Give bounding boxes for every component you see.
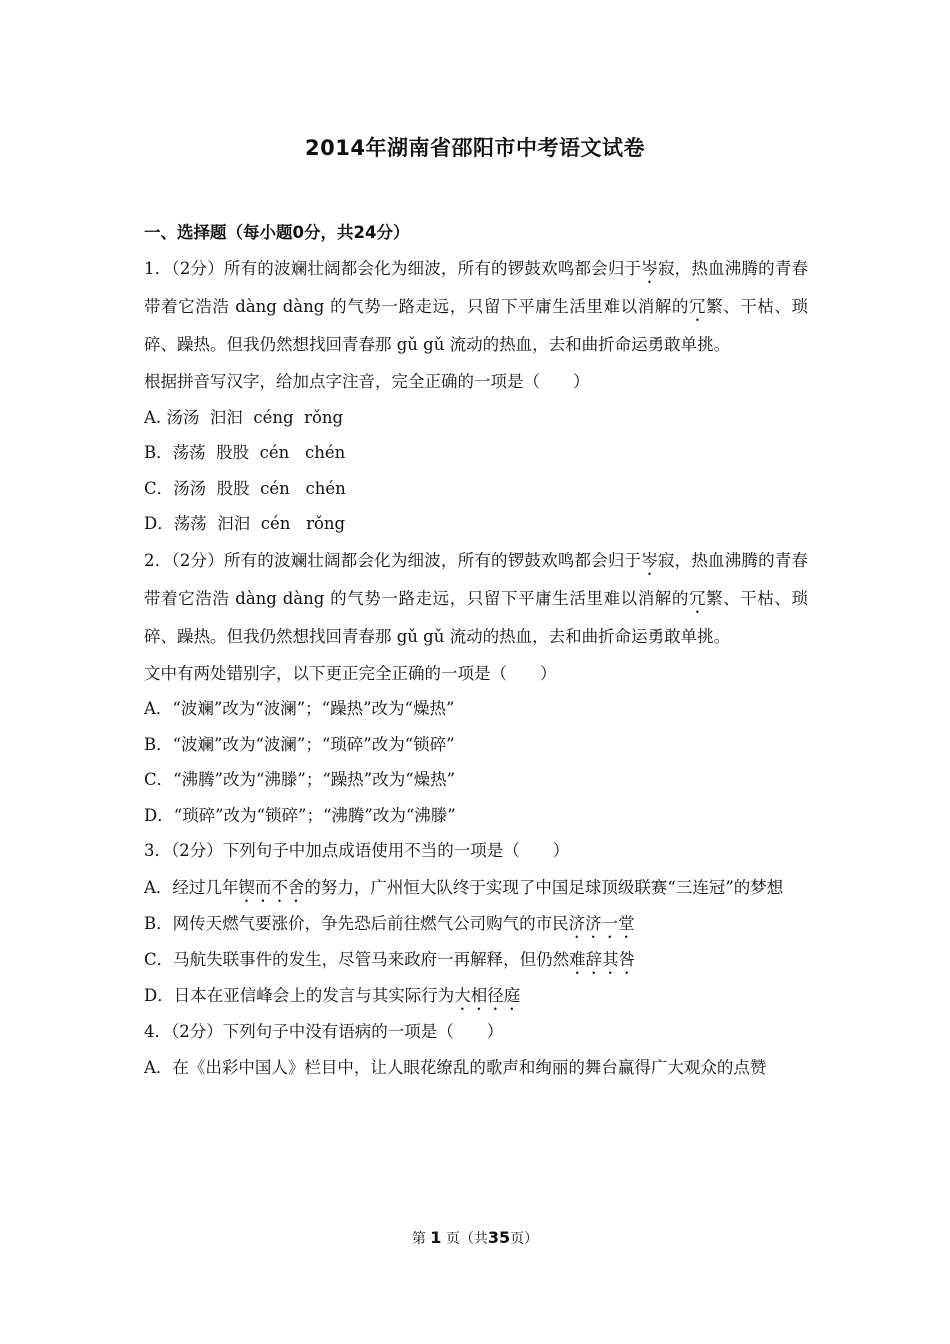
question-1-option-b: B．荡荡 股股 cén chén: [144, 443, 346, 462]
dotted-char: 冗: [688, 588, 707, 608]
question-2-option-b: B．“波斓”改为“波澜”；“琐碎”改为“锁碎”: [144, 734, 455, 754]
page-total: 35: [487, 1228, 511, 1247]
question-2-option-c: C．“沸腾”改为“沸滕”；“躁热”改为“燥热”: [144, 770, 456, 789]
question-3-option-a: [144, 869, 808, 906]
option-text: C．马航失联事件的发生，尽管马来政府一再解释，但仍然: [144, 949, 570, 969]
question-1-option-a: A. 汤汤 汩汩 céng rǒng: [144, 407, 344, 427]
passage-text: 繁、干枯、琐碎、躁热。但我仍然想找回青春那 gǔ gǔ 流动的热血，去和曲折命运勇敢单挑。: [144, 297, 809, 354]
footer-text: 第: [411, 1231, 426, 1247]
page-title: 2014年湖南省邵阳市中考语文试卷: [305, 136, 645, 160]
question-4: [144, 1014, 808, 1087]
dotted-idiom: 难辞其咎: [569, 949, 636, 969]
option-text: B．网传天燃气要涨价，争先恐后前往燃气公司购气的市民: [144, 913, 569, 933]
question-3-prompt: 3．（2分）下列句子中加点成语使用不当的一项是（ ）: [144, 841, 570, 860]
dotted-idiom: 济济一堂: [568, 913, 635, 933]
dotted-char: 岑: [641, 550, 658, 570]
passage-text: 寂，热血沸腾的青春带着它浩浩 dàng dàng 的气势一路走远，只留下平庸生活里难以消解的: [144, 259, 809, 316]
option-text: A．经过几年: [144, 877, 239, 897]
option-text: 的努力，广州恒大队终于实现了中国足球顶级联赛“三连冠”的梦想: [304, 877, 784, 897]
footer-text: 页（共: [445, 1231, 488, 1247]
question-2-passage: [144, 542, 808, 656]
footer-text: 页）: [510, 1231, 539, 1247]
page-footer: [0, 1228, 950, 1248]
passage-text: 寂，热血沸腾的青春带着它浩浩 dàng dàng 的气势一路走远，只留下平庸生活里难以消解的: [144, 550, 809, 608]
passage-text: 2．（2分）所有的波斓壮阔都会化为细波，所有的锣鼓欢鸣都会归于: [144, 550, 642, 570]
dotted-char: 岑: [641, 259, 658, 278]
question-3-option-c: [144, 942, 808, 978]
dotted-idiom: 大相径庭: [454, 985, 521, 1005]
page-number: 1: [430, 1228, 442, 1247]
question-2: [144, 542, 808, 834]
question-3-option-b: [144, 906, 808, 942]
question-2-option-d: D．“琐碎”改为“锁碎”；“沸腾”改为“沸滕”: [144, 805, 456, 825]
question-1-prompt: 根据拼音写汉字，给加点字注音，完全正确的一项是（ ）: [144, 372, 590, 391]
question-1-passage: [144, 250, 808, 364]
question-1: [144, 250, 808, 542]
question-2-option-a: A．“波斓”改为“波澜”；“躁热”改为“燥热”: [144, 699, 455, 718]
dotted-idiom: 锲而不舍: [238, 877, 305, 897]
passage-text: 繁、干枯、琐碎、躁热。但我仍然想找回青春那 gǔ gǔ 流动的热血，去和曲折命运勇敢单挑。: [144, 588, 809, 646]
question-4-option-a: A．在《出彩中国人》栏目中，让人眼花缭乱的歌声和绚丽的舞台赢得广大观众的点赞: [144, 1058, 767, 1077]
question-2-prompt: 文中有两处错别字，以下更正完全正确的一项是（ ）: [144, 663, 557, 683]
question-4-prompt: 4．（2分）下列句子中没有语病的一项是（ ）: [144, 1021, 504, 1041]
option-text: D．日本在亚信峰会上的发言与其实际行为: [144, 985, 455, 1005]
passage-text: 1．（2分）所有的波斓壮阔都会化为细波，所有的锣鼓欢鸣都会归于: [144, 259, 642, 278]
section-heading: 一、选择题（每小题0分，共24分）: [144, 223, 410, 242]
exam-content: [144, 218, 808, 1086]
dotted-char: 冗: [688, 297, 707, 316]
question-1-option-c: C．汤汤 股股 cén chén: [144, 478, 346, 498]
question-3: [144, 833, 808, 1014]
question-1-option-d: D．荡荡 汩汩 cén rǒng: [144, 514, 346, 533]
question-3-option-d: [144, 978, 808, 1014]
